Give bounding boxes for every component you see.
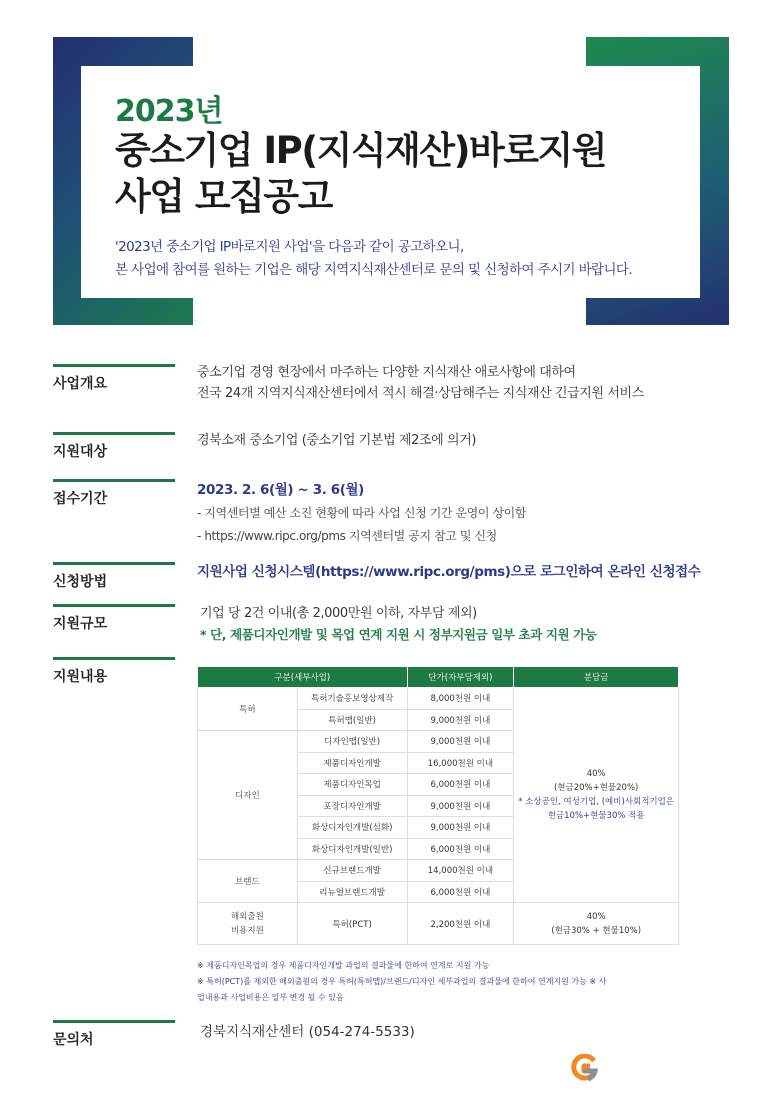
logo-icon xyxy=(570,1054,598,1082)
period-dates: 2023. 2. 6(월) ~ 3. 6(월) xyxy=(197,482,364,498)
table-price: 9,000천원 이내 xyxy=(407,731,514,753)
scale-note: * 단, 제품디자인개발 및 목업 연계 지원 시 정부지원금 일부 초과 지원 가능 xyxy=(200,627,597,642)
table-price: 14,000천원 이내 xyxy=(407,860,514,882)
table-price: 6,000천원 이내 xyxy=(407,774,514,796)
section-label-method: 신청방법 xyxy=(53,562,175,591)
table-item: 제품디자인개발 xyxy=(297,752,407,774)
table-item: 특허기술홍보영상제작 xyxy=(297,688,407,710)
share-main-note-1: * 소상공인, 여성기업, (예비)사회적기업은 xyxy=(518,797,675,807)
table-item: 포장디자인개발 xyxy=(297,795,407,817)
table-item: 리뉴얼브랜드개발 xyxy=(297,881,407,903)
share-main-line-1: 40% xyxy=(586,769,606,779)
section-body-period xyxy=(197,479,526,548)
header-lead xyxy=(115,236,632,282)
overview-line-2: 전국 24개 지역지식재산센터에서 적시 해결·상담해주는 지식재산 긴급지원 서비스 xyxy=(197,386,644,401)
share-main-note-2: 현금10%+현물30% 적용 xyxy=(547,811,645,821)
footnote-2: ※ 특허(PCT)를 제외한 해외출원의 경우 특허(특허맵)/브랜드/디자인 세부과업의 결과물에 한하여 연계지원 가능 ※ 사 xyxy=(197,977,607,986)
table-row xyxy=(198,903,679,945)
lead-line-2: 본 사업에 참여를 원하는 기업은 해당 지역지식재산센터로 문의 및 신청하여 주시기 바랍니다. xyxy=(115,262,633,278)
table-share-main xyxy=(514,688,679,903)
period-note-1: - 지역센터별 예산 소진 현황에 따라 사업 신청 기간 운영이 상이함 xyxy=(197,506,527,520)
table-item: 화상디자인개발(일반) xyxy=(297,838,407,860)
overview-line-1: 중소기업 경영 현장에서 마주하는 다양한 지식재산 애로사항에 대하여 xyxy=(197,365,576,380)
contact-text: 경북지식재산센터 (054-274-5533) xyxy=(200,1024,415,1040)
header-year: 2023년 xyxy=(115,94,223,129)
section-label-contact: 문의처 xyxy=(53,1020,175,1049)
page-title xyxy=(115,128,606,220)
share-main-line-2: (현금20%+현물20%) xyxy=(553,783,639,793)
table-price: 9,000천원 이내 xyxy=(407,817,514,839)
table-header-price: 단가(자부담제외) xyxy=(407,667,514,688)
category-line-1: 해외출원 xyxy=(230,911,264,922)
category-line-2: 비용지원 xyxy=(230,925,264,936)
table-price: 6,000천원 이내 xyxy=(407,881,514,903)
section-label-target: 지원대상 xyxy=(53,432,175,461)
footnote-3: 업내용과 사업비용은 일부 변경 될 수 있음 xyxy=(197,993,344,1002)
table-category: 브랜드 xyxy=(198,860,298,903)
table-price: 6,000천원 이내 xyxy=(407,838,514,860)
table-item: 화상디자인개발(심화) xyxy=(297,817,407,839)
table-header-share: 분담금 xyxy=(514,667,679,688)
table-header-category: 구분(세부사업) xyxy=(198,667,408,688)
lead-line-1: '2023년 중소기업 IP바로지원 사업'을 다음과 같이 공고하오니, xyxy=(115,239,464,255)
table-price: 8,000천원 이내 xyxy=(407,688,514,710)
table-category: 디자인 xyxy=(198,731,298,860)
table-item: 신규브랜드개발 xyxy=(297,860,407,882)
share-pct-line-2: (현금30% + 현물10%) xyxy=(551,925,642,936)
table-price: 16,000천원 이내 xyxy=(407,752,514,774)
table-price: 9,000천원 이내 xyxy=(407,795,514,817)
section-label-overview: 사업개요 xyxy=(53,364,175,393)
table-price: 2,200천원 이내 xyxy=(407,903,514,945)
share-pct-line-1: 40% xyxy=(586,911,606,922)
table-header-row xyxy=(198,667,679,688)
section-label-scale: 지원규모 xyxy=(53,604,175,633)
scale-text: 기업 당 2건 이내(총 2,000만원 이하, 자부담 제외) xyxy=(200,606,477,621)
title-line-2: 사업 모집공고 xyxy=(115,175,332,218)
section-label-content: 지원내용 xyxy=(53,657,175,686)
table-category xyxy=(198,903,298,945)
footnote-1: ※ 제품디자인목업의 경우 제품디자인개발 과업의 결과물에 한하여 연계로 지원 가능 xyxy=(197,961,490,970)
table-item: 특허(PCT) xyxy=(297,903,407,945)
title-line-1: 중소기업 IP(지식재산)바로지원 xyxy=(115,129,606,172)
table-item: 제품디자인목업 xyxy=(297,774,407,796)
section-body-method: 지원사업 신청시스템(https://www.ripc.org/pms)으로 로그인하여 온라인 신청접수 xyxy=(197,564,701,580)
table-item: 특허맵(일반) xyxy=(297,709,407,731)
table-item: 디자인맵(일반) xyxy=(297,731,407,753)
section-body-target: 경북소재 중소기업 (중소기업 기본법 제2조에 의거) xyxy=(197,433,477,448)
table-share-pct xyxy=(514,903,679,945)
section-body-overview xyxy=(197,362,644,404)
section-label-period: 접수기간 xyxy=(53,479,175,508)
table-price: 9,000천원 이내 xyxy=(407,709,514,731)
section-body-scale xyxy=(200,603,596,645)
table-category: 특허 xyxy=(198,688,298,731)
period-note-2: - https://www.ripc.org/pms 지역센터별 공지 참고 및 신청 xyxy=(197,529,497,543)
table-row xyxy=(198,688,679,710)
support-table xyxy=(197,666,679,945)
table-footnotes xyxy=(197,958,637,1006)
